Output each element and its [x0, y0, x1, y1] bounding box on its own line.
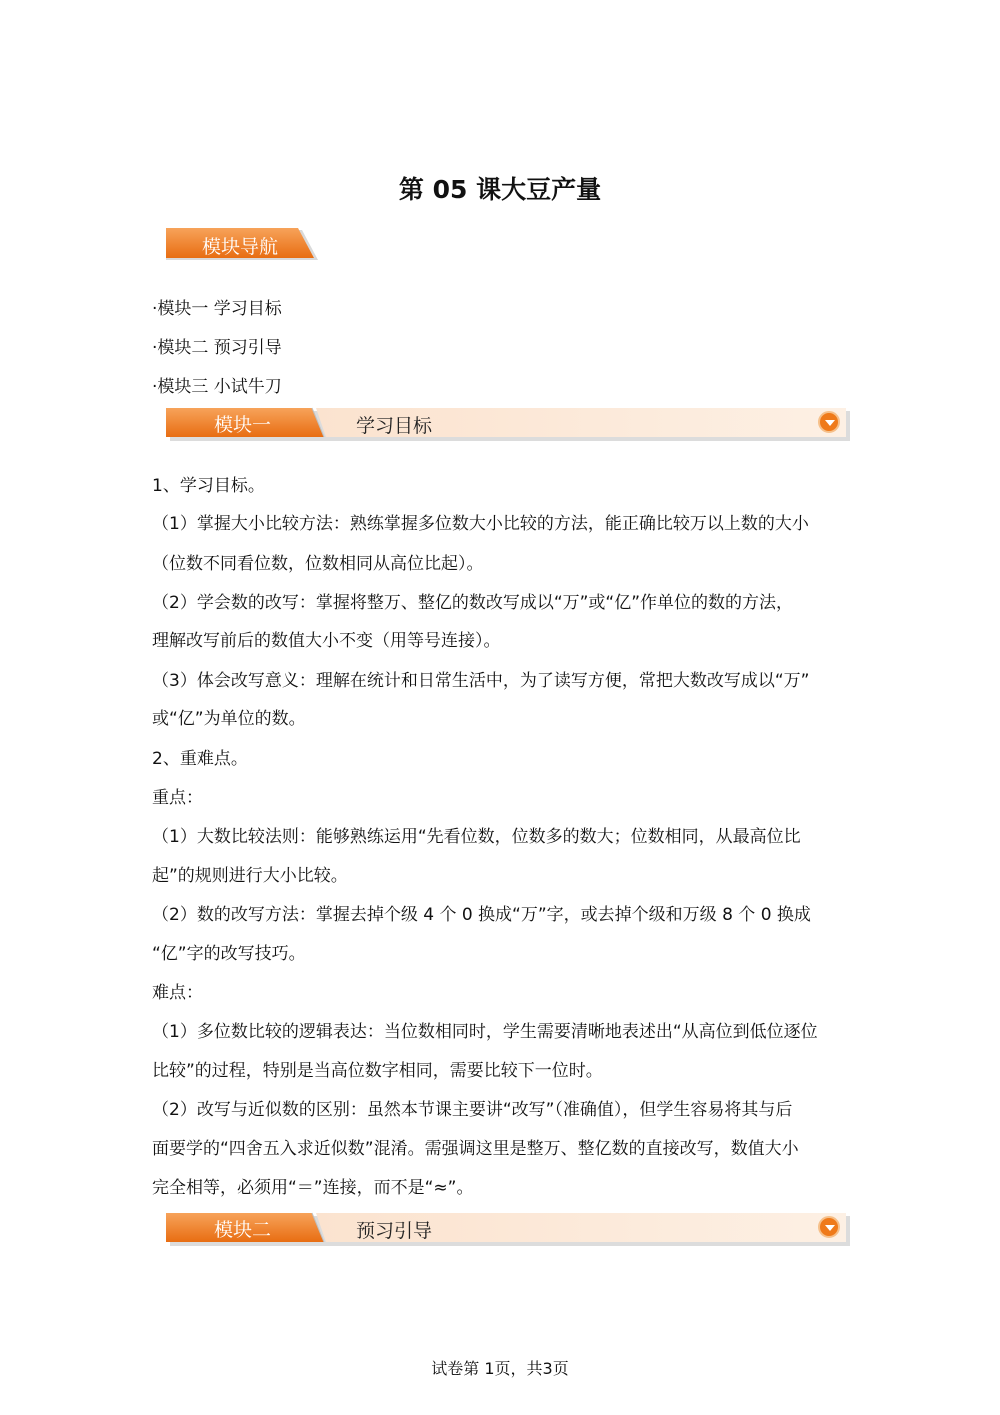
chevron-down-icon[interactable]: [818, 1216, 840, 1238]
content-line: 1、学习目标。: [152, 476, 265, 496]
content-line: 理解改写前后的数值大小不变（用等号连接）。: [152, 631, 501, 651]
content-line: （2）改写与近似数的区别：虽然本节课主要讲“改写”（准确值），但学生容易将其与后: [152, 1100, 793, 1120]
toc-item-3[interactable]: ·模块三 小试牛刀: [152, 377, 282, 397]
banner-module-label-1: 模块一: [214, 414, 272, 436]
content-line: 难点：: [152, 983, 203, 1003]
content-line: 重点：: [152, 788, 203, 808]
toc-item-2[interactable]: ·模块二 预习引导: [152, 338, 282, 358]
content-line: 比较”的过程，特别是当高位数字相同，需要比较下一位时。: [152, 1061, 603, 1081]
toc-item-1[interactable]: ·模块一 学习目标: [152, 299, 282, 319]
content-line: （1）掌握大小比较方法：熟练掌握多位数大小比较的方法，能正确比较万以上数的大小: [152, 514, 809, 534]
content-line: 起”的规则进行大小比较。: [152, 866, 348, 886]
content-line: 完全相等，必须用“＝”连接，而不是“≈”。: [152, 1178, 474, 1198]
content-line: （3）体会改写意义：理解在统计和日常生活中，为了读写方便，常把大数改写成以“万”: [152, 671, 810, 691]
nav-tab-label: 模块导航: [202, 236, 279, 258]
module-banner-2: [166, 1212, 850, 1246]
chevron-down-icon[interactable]: [818, 411, 840, 433]
content-line: “亿”字的改写技巧。: [152, 944, 306, 964]
content-line: （2）数的改写方法：掌握去掉个级 4 个 0 换成“万”字，或去掉个级和万级 8 个 0 换成: [152, 905, 811, 925]
page-title: 第 05 课大豆产量: [398, 175, 602, 204]
content-line: 或“亿”为单位的数。: [152, 709, 306, 729]
page-footer: 试卷第 1页，共3页: [431, 1359, 569, 1378]
banner-module-name-2: 预习引导: [356, 1220, 433, 1242]
module-nav-tab: [166, 228, 318, 260]
content-line: （位数不同看位数，位数相同从高位比起）。: [152, 554, 484, 574]
content-line: （2）学会数的改写：掌握将整万、整亿的数改写成以“万”或“亿”作单位的数的方法，: [152, 593, 794, 613]
content-line: 2、重难点。: [152, 749, 248, 769]
module-banner-1: [166, 407, 850, 441]
content-line: 面要学的“四舍五入求近似数”混淆。需强调这里是整万、整亿数的直接改写，数值大小: [152, 1139, 799, 1159]
banner-module-label-2: 模块二: [214, 1219, 272, 1241]
content-line: （1）多位数比较的逻辑表达：当位数相同时，学生需要清晰地表述出“从高位到低位逐位: [152, 1022, 818, 1042]
banner-module-name-1: 学习目标: [356, 415, 433, 437]
content-line: （1）大数比较法则：能够熟练运用“先看位数，位数多的数大；位数相同，从最高位比: [152, 827, 801, 847]
